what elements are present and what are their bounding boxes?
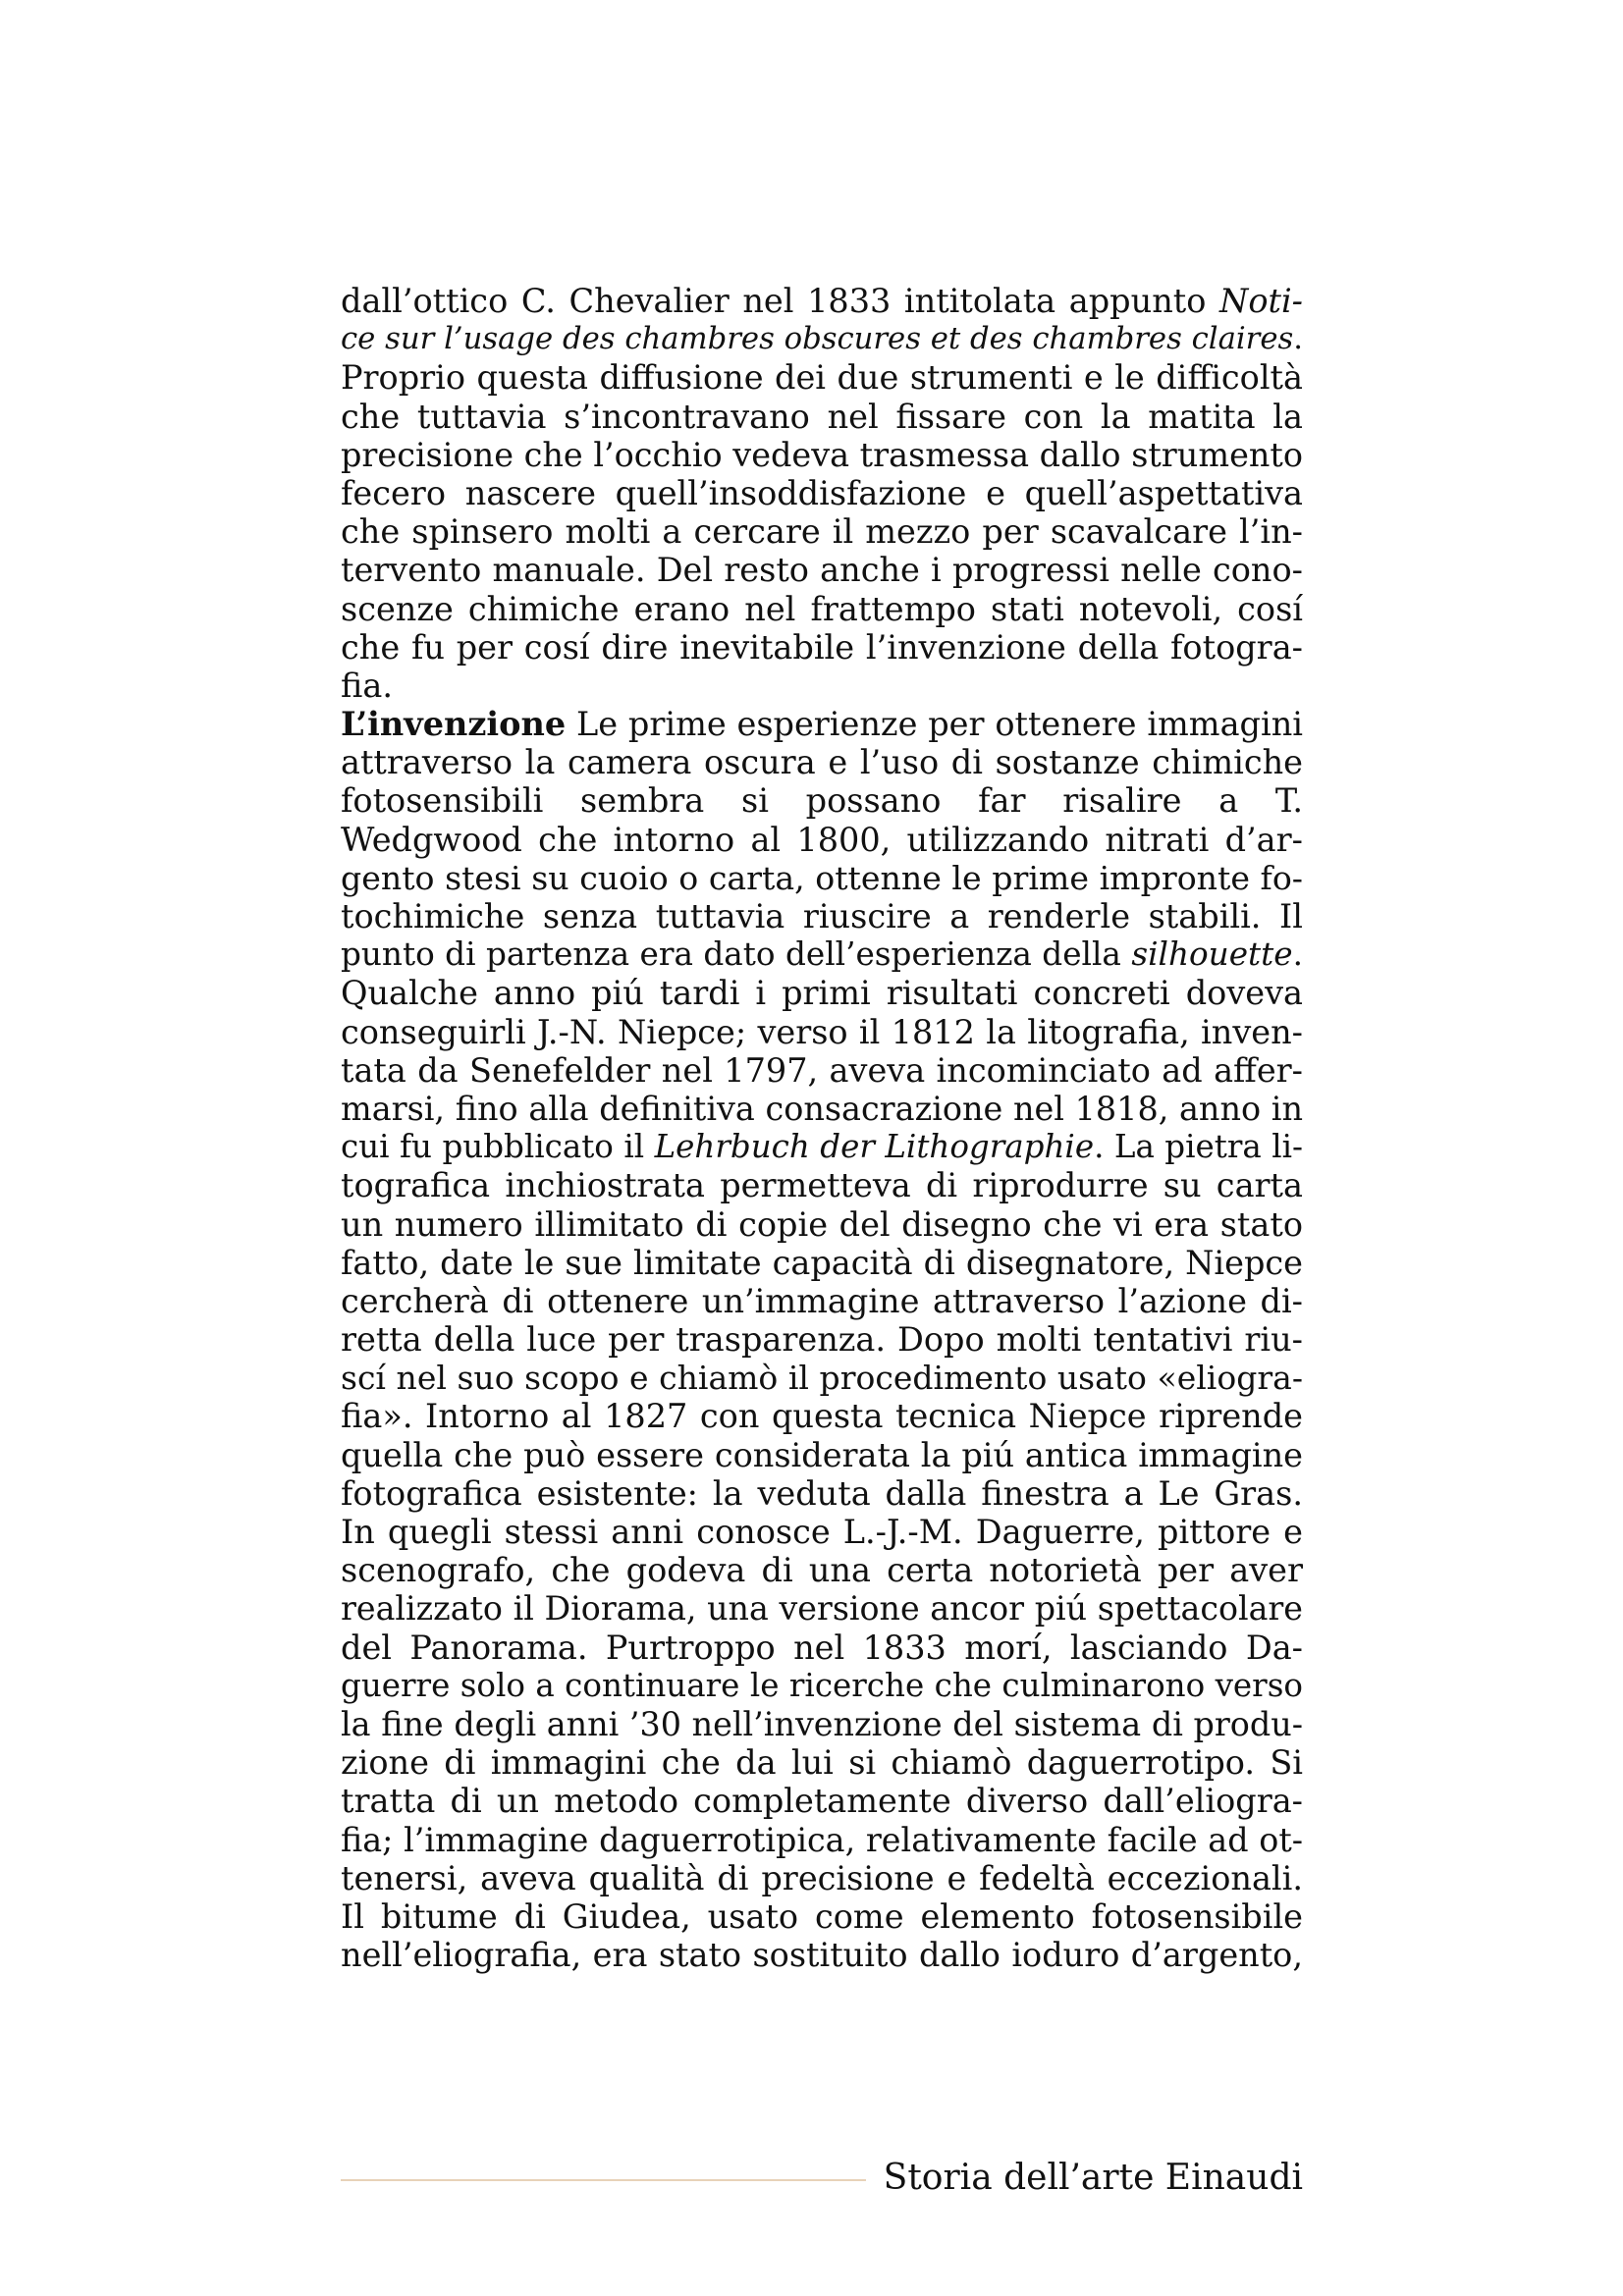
text-line — [341, 320, 1303, 358]
text-line — [341, 1782, 1303, 1820]
text-line — [341, 1897, 1303, 1936]
text-line — [341, 1821, 1303, 1859]
text-line — [341, 1551, 1303, 1589]
text-run: retta della luce per trasparenza. Dopo molti tentativi riu- — [341, 1320, 1303, 1360]
text-line — [341, 974, 1303, 1012]
text-line — [341, 512, 1303, 551]
text-run: nell’eliografia, era stato sostituito dallo ioduro d’argento, — [341, 1936, 1303, 1975]
text-line — [341, 1474, 1303, 1513]
text-line — [341, 667, 1303, 705]
text-run: fia». Intorno al 1827 con questa tecnica Niepce riprende — [341, 1397, 1303, 1436]
text-run: Wedgwood che intorno al 1800, utilizzando nitrati d’ar- — [341, 820, 1303, 859]
text-line — [341, 1513, 1303, 1551]
text-line — [341, 1589, 1303, 1628]
text-run: che spinsero molti a cercare il mezzo per scavalcare l’in- — [341, 512, 1303, 552]
text-run: marsi, fino alla definitiva consacrazione nel 1818, anno in — [341, 1089, 1303, 1128]
text-line — [341, 1629, 1303, 1667]
text-run: guerre solo a continuare le ricerche che culminarono verso — [341, 1666, 1303, 1704]
text-line — [341, 1436, 1303, 1474]
text-run: dall’ottico C. Chevalier nel 1833 intitolata appunto — [341, 282, 1220, 320]
text-line — [341, 1859, 1303, 1897]
text-line — [341, 628, 1303, 667]
text-run: . — [1292, 935, 1303, 974]
text-line — [341, 1166, 1303, 1204]
italic-title: silhouette — [1131, 935, 1293, 974]
text-run: gento stesi su cuoio o carta, ottenne le prime impronte fo- — [341, 858, 1303, 897]
section-heading: L’invenzione — [341, 705, 567, 744]
text-run: scenze chimiche erano nel frattempo stati notevoli, cosí — [341, 589, 1303, 628]
text-run: . — [1293, 322, 1303, 357]
text-run: tervento manuale. Del resto anche i progressi nelle cono- — [341, 551, 1303, 590]
text-run: realizzato il Diorama, una versione ancor piú spettacolare — [341, 1589, 1303, 1629]
text-run: fotografica esistente: la veduta dalla finestra a Le Gras. — [341, 1473, 1303, 1513]
text-line — [341, 358, 1303, 397]
text-line — [341, 1936, 1303, 1974]
text-run: cui fu pubblicato il — [341, 1128, 655, 1166]
text-line — [341, 897, 1303, 935]
page-footer — [341, 2156, 1303, 2205]
text-run: che fu per cosí dire inevitabile l’invenzione della fotogra- — [341, 627, 1303, 667]
text-run: fia. — [341, 666, 393, 705]
italic-title: ce sur l’usage des chambres obscures et des chambres claires — [341, 322, 1294, 357]
text-run: fia; l’immagine daguerrotipica, relativamente facile ad ot- — [341, 1820, 1303, 1859]
body-text — [341, 282, 1303, 1974]
text-run: tratta di un metodo completamente diverso dall’eliogra- — [341, 1782, 1303, 1821]
text-line — [341, 781, 1303, 820]
text-line — [341, 821, 1303, 859]
text-line — [341, 282, 1303, 320]
text-run: conseguirli J.-N. Niepce; verso il 1812 la litografia, inven- — [341, 1012, 1303, 1051]
text-run: un numero illimitato di copie del disegno che vi era stato — [341, 1204, 1303, 1244]
text-line — [341, 705, 1303, 743]
italic-title: Noti- — [1219, 282, 1303, 320]
text-run: In quegli stessi anni conosce L.-J.-M. Daguerre, pittore e — [341, 1513, 1303, 1551]
text-line — [341, 1013, 1303, 1051]
text-run: scí nel suo scopo e chiamò il procedimento usato «eliogra- — [341, 1359, 1303, 1398]
text-line — [341, 1051, 1303, 1090]
text-run: zione di immagini che da lui si chiamò daguerrotipo. Si — [341, 1743, 1303, 1783]
text-line — [341, 1090, 1303, 1128]
text-line — [341, 1282, 1303, 1320]
text-line — [341, 1743, 1303, 1782]
text-run: scenografo, che godeva di una certa notorietà per aver — [341, 1551, 1303, 1590]
text-run: che tuttavia s’incontravano nel fissare con la matita la — [341, 397, 1303, 436]
text-line — [341, 1359, 1303, 1397]
text-run: fotosensibili sembra si possano far risalire a T. — [341, 781, 1303, 821]
text-run: cercherà di ottenere un’immagine attraverso l’azione di- — [341, 1281, 1303, 1320]
text-line — [341, 859, 1303, 897]
text-line — [341, 1128, 1303, 1166]
text-line — [341, 590, 1303, 628]
text-run: punto di partenza era dato dell’esperienza della — [341, 935, 1132, 974]
footer-rule — [341, 2179, 866, 2181]
text-line — [341, 398, 1303, 436]
italic-title: Lehrbuch der Lithographie — [654, 1128, 1095, 1166]
text-run: fecero nascere quell’insoddisfazione e quell’aspettativa — [341, 473, 1303, 512]
text-run: precisione che l’occhio vedeva trasmessa dallo strumento — [341, 435, 1303, 474]
text-run: Le prime esperienze per ottenere immagini — [566, 705, 1303, 744]
text-run: . La pietra li- — [1094, 1128, 1303, 1166]
text-line — [341, 743, 1303, 781]
text-line — [341, 474, 1303, 512]
text-line — [341, 1320, 1303, 1359]
text-line — [341, 935, 1303, 974]
text-line — [341, 1205, 1303, 1244]
text-line — [341, 1667, 1303, 1705]
text-run: Qualche anno piú tardi i primi risultati concreti doveva — [341, 974, 1303, 1013]
footer-title: Storia dell’arte Einaudi — [883, 2158, 1303, 2198]
text-run: la fine degli anni ’30 nell’invenzione del sistema di produ- — [341, 1704, 1303, 1743]
text-run: tografica inchiostrata permetteva di riprodurre su carta — [341, 1166, 1303, 1205]
text-line — [341, 1244, 1303, 1282]
text-run: Il bitume di Giudea, usato come elemento fotosensibile — [341, 1896, 1303, 1936]
text-run: tata da Senefelder nel 1797, aveva incominciato ad affer- — [341, 1050, 1303, 1090]
text-run: quella che può essere considerata la piú antica immagine — [341, 1435, 1303, 1474]
text-run: attraverso la camera oscura e l’uso di sostanze chimiche — [341, 743, 1303, 782]
text-line — [341, 1397, 1303, 1435]
text-line — [341, 551, 1303, 589]
text-line — [341, 436, 1303, 474]
text-run: fatto, date le sue limitate capacità di disegnatore, Niepce — [341, 1243, 1303, 1282]
text-run: tenersi, aveva qualità di precisione e fedeltà eccezionali. — [341, 1858, 1303, 1897]
text-run: del Panorama. Purtroppo nel 1833 morí, lasciando Da- — [341, 1628, 1303, 1667]
text-run: tochimiche senza tuttavia riuscire a renderle stabili. Il — [341, 897, 1303, 935]
text-run: Proprio questa diffusione dei due strumenti e le difficoltà — [341, 358, 1303, 398]
text-line — [341, 1705, 1303, 1743]
